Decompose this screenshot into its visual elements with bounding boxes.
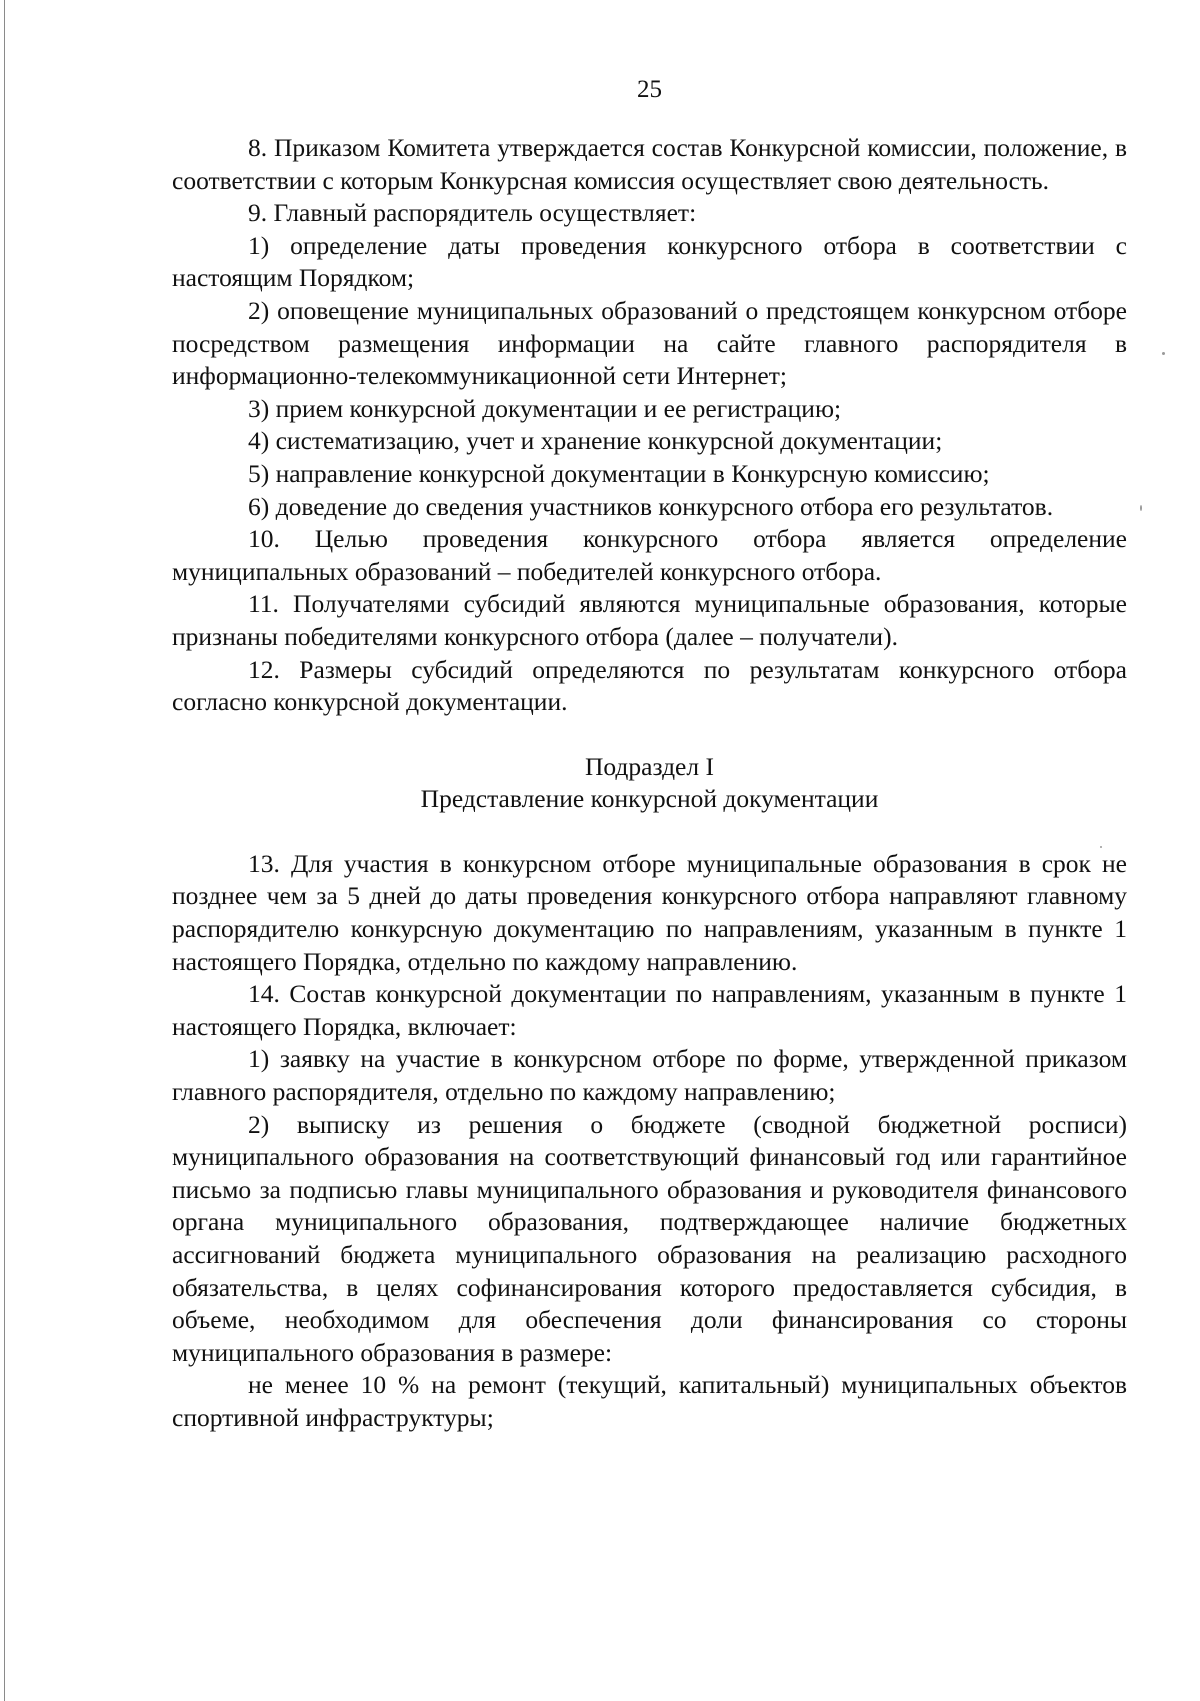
scan-speck bbox=[1100, 846, 1102, 848]
paragraph-sub-1: 1) определение даты проведения конкурсного отбора в соответствии с настоящим Порядком; bbox=[172, 230, 1127, 293]
paragraph-item-11: 11. Получателями субсидий являются муниципальные образования, которые признаны победителями конкурсного отбора (далее – получатели). bbox=[172, 589, 1127, 651]
paragraph-item-13: 13. Для участия в конкурсном отборе муниципальные образования в срок не позднее чем за 5 дней до даты проведения конкурсного отбора направляют главному распорядителю конкурсную документацию по направлениям, указанным в пункте 1 настоящего Порядка, отдельно по каждому направлению. bbox=[172, 848, 1127, 976]
document-body bbox=[172, 132, 1127, 1435]
scan-page-edge bbox=[4, 0, 5, 1701]
paragraph-sub-4: 4) систематизацию, учет и хранение конкурсной документации; bbox=[248, 426, 943, 456]
paragraph-item-10: 10. Целью проведения конкурсного отбора является определение муниципальных образований – победителей конкурсного отбора. bbox=[172, 524, 1127, 586]
paragraph-item-9: 9. Главный распорядитель осуществляет: bbox=[248, 198, 697, 228]
scan-speck bbox=[1140, 505, 1142, 511]
paragraph-sub-1-application: 1) заявку на участие в конкурсном отборе по форме, утвержденной приказом главного распорядителя, отдельно по каждому направлению; bbox=[172, 1044, 1127, 1107]
spacer bbox=[172, 719, 1127, 751]
paragraph-item-14: 14. Состав конкурсной документации по направлениям, указанным в пункте 1 настоящего Порядка, включает: bbox=[172, 979, 1127, 1041]
paragraph-sub-2: 2) оповещение муниципальных образований о предстоящем конкурсном отборе посредством размещения информации на сайте главного распорядителя в информационно-телекоммуникационной сети Интернет; bbox=[172, 295, 1127, 391]
subsection-title: Подраздел I bbox=[585, 751, 714, 781]
page-number: 25 bbox=[637, 76, 662, 103]
paragraph-item-8: 8. Приказом Комитета утверждается состав Конкурсной комиссии, положение, в соответствии с которым Конкурсная комиссия осуществляет свою деятельность. bbox=[172, 133, 1127, 195]
paragraph-item-12: 12. Размеры субсидий определяются по результатам конкурсного отбора согласно конкурсной документации. bbox=[172, 654, 1127, 717]
paragraph-sub-2-budget-extract: 2) выписку из решения о бюджете (сводной бюджетной росписи) муниципального образования на соответствующий финансовый год или гарантийное письмо за подписью главы муниципального образования и руководителя финансового органа муниципального образования, подтверждающее наличие бюджетных ассигнований бюджета муниципального образования на реализацию расходного обязательства, в целях софинансирования которого предоставляется субсидия, в объеме, необходимом для обеспечения доли финансирования со стороны муниципального образования в размере: bbox=[172, 1109, 1127, 1367]
paragraph-share-sports: не менее 10 % на ремонт (текущий, капитальный) муниципальных объектов спортивной инфраструктуры; bbox=[172, 1370, 1127, 1432]
paragraph-sub-5: 5) направление конкурсной документации в Конкурсную комиссию; bbox=[248, 458, 990, 488]
spacer bbox=[172, 816, 1127, 848]
scan-speck bbox=[1162, 352, 1165, 355]
paragraph-sub-6: 6) доведение до сведения участников конкурсного отбора его результатов. bbox=[248, 491, 1054, 521]
paragraph-sub-3: 3) прием конкурсной документации и ее регистрацию; bbox=[248, 393, 842, 423]
subsection-subtitle: Представление конкурсной документации bbox=[420, 784, 879, 814]
